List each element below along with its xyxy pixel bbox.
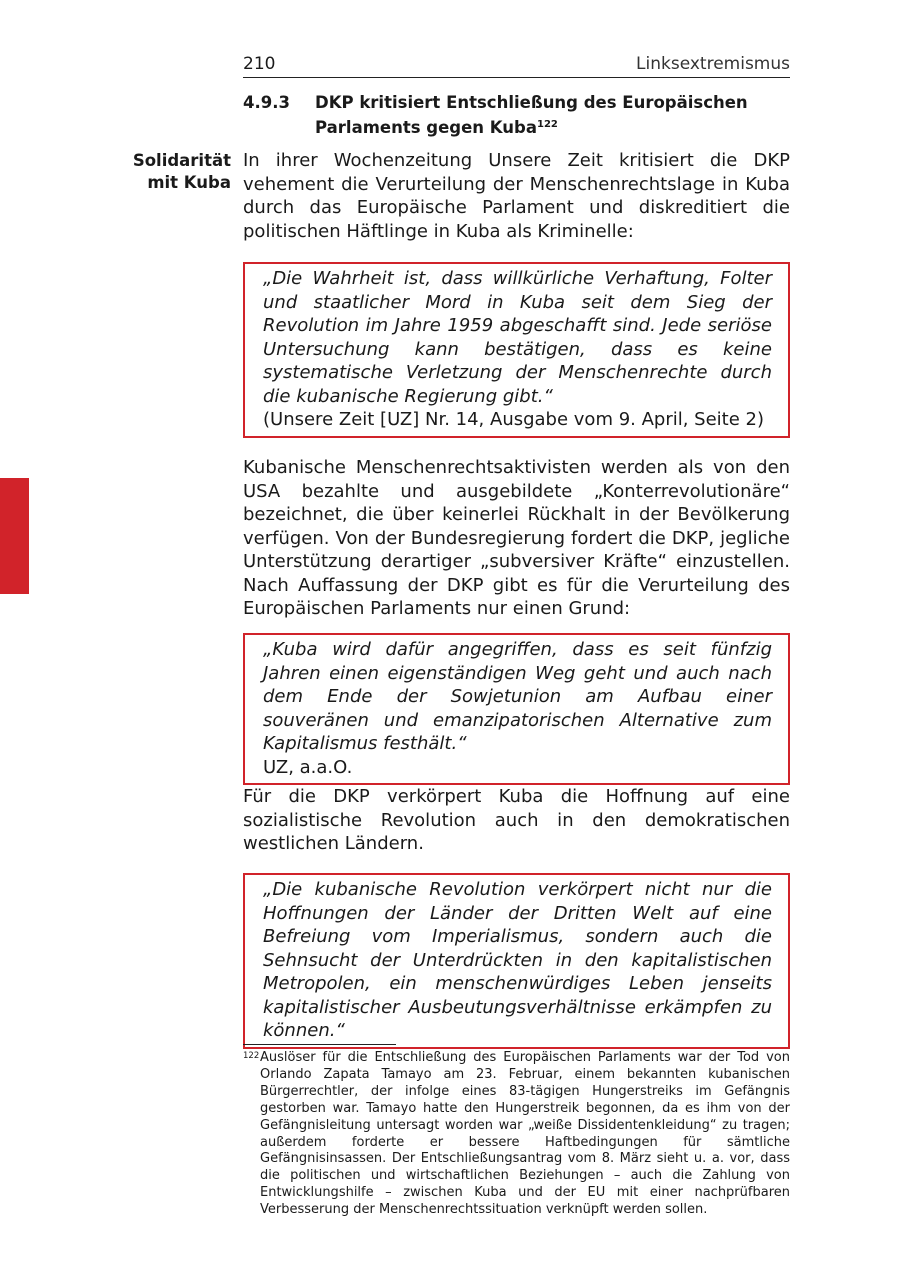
chapter-tab-marker bbox=[0, 478, 29, 594]
header-rule bbox=[243, 77, 790, 78]
footnote bbox=[243, 1050, 790, 1219]
running-header: Linksextremismus bbox=[636, 54, 790, 74]
quote-text: „Die Wahrheit ist, dass willkürliche Verhaftung, Folter und staatlicher Mord in Kuba seit dem Sieg der Revolution im Jahre 1959 abgeschafft sind. Jede seriöse Untersuchung kann bestätigen, dass es keine systematische Verletzung der Menschenrechte durch die kubanische Regierung gibt.“ bbox=[263, 268, 772, 407]
paragraph-hope: Für die DKP verkörpert Kuba die Hoffnung auf eine sozialistische Revolution auch in den demokratischen westlichen Ländern. bbox=[243, 786, 790, 854]
quote-text: „Die kubanische Revolution verkörpert nicht nur die Hoffnungen der Länder der Dritten Welt auf eine Befreiung vom Imperialismus, sondern auch die Sehnsucht der Unterdrückten in den kapitalistischen Metropolen, ein menschenwürdiges Leben jenseits kapitalistischer Ausbeutungsverhältnisse erkämpfen zu können.“ bbox=[263, 879, 772, 1041]
page-number: 210 bbox=[243, 54, 276, 74]
quote-box-3 bbox=[243, 873, 790, 1049]
paragraph-activists: Kubanische Menschenrechtsaktivisten werden als von den USA bezahlte und ausgebildete „Konterrevolutionäre“ bezeichnet, die über keinerlei Rückhalt in der Bevölkerung verfügen. Von der Bundesregierung fordert die DKP, jegliche Unterstützung derartiger „subversiver Kräfte“ einzustellen. Nach Auffassung der DKP gibt es für die Verurteilung des Europäischen Parlaments nur einen Grund: bbox=[243, 457, 790, 619]
quote-box-2 bbox=[243, 633, 790, 785]
quote-box-1 bbox=[243, 262, 790, 438]
margin-note-line-2: mit Kuba bbox=[147, 173, 231, 192]
margin-note bbox=[110, 150, 231, 194]
section-number: 4.9.3 bbox=[243, 93, 290, 112]
quote-source: UZ, a.a.O. bbox=[263, 756, 353, 778]
footnote-text: Auslöser für die Entschließung des Europäischen Parlaments war der Tod von Orlando Zapata Tamayo am 23. Februar, einem bekannten kubanischen Bürgerrechtler, der infolge eines 83-tägigen Hungerstreiks im Gefängnis gestorben war. Tamayo hatte den Hungerstreik begonnen, da es ihm von der Gefängnisleitung untersagt worden war „weiße Dissidentenkleidung“ zu tragen; außerdem forderte er bessere Haftbedingungen für sämtliche Gefängnisinsassen. Der Entschließungsantrag vom 8. März sieht u. a. vor, dass die politischen und wirtschaftlichen Beziehungen – auch die Zahlung von Entwicklungshilfe – zwischen Kuba und der EU mit einer nachprüfbaren Verbesserung der Menschenrechtssituation verknüpft werden sollen. bbox=[260, 1050, 790, 1218]
section-title bbox=[315, 92, 785, 139]
paragraph-intro: In ihrer Wochenzeitung Unsere Zeit kritisiert die DKP vehement die Verurteilung der Menschenrechtslage in Kuba durch das Europäische Parlament und diskreditiert die politischen Häftlinge in Kuba als Kriminelle: bbox=[243, 150, 790, 242]
section-title-text: DKP kritisiert Entschließung des Europäischen Parlaments gegen Kuba bbox=[315, 93, 748, 137]
quote-source: (Unsere Zeit [UZ] Nr. 14, Ausgabe vom 9. April, Seite 2) bbox=[263, 409, 765, 430]
footnote-reference[interactable]: 122 bbox=[536, 119, 558, 130]
quote-text: „Kuba wird dafür angegriffen, dass es seit fünfzig Jahren einen eigenständigen Weg geht und auch nach dem Ende der Sowjetunion am Aufbau einer souveränen und emanzipatorischen Alternative zum Kapitalismus festhält.“ bbox=[263, 639, 772, 754]
footnote-number: 122 bbox=[243, 1051, 260, 1061]
footnote-rule bbox=[243, 1044, 396, 1045]
margin-note-line-1: Solidarität bbox=[132, 151, 231, 170]
